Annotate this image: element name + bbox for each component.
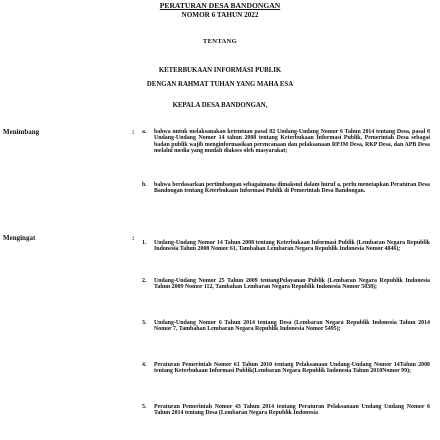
tentang-label: TENTANG	[202, 38, 238, 45]
mengingat-item-4	[142, 362, 430, 375]
regulation-number: NOMOR 6 TAHUN 2022	[181, 11, 259, 19]
item-marker: 3.	[142, 320, 147, 326]
menimbang-colon: :	[132, 128, 135, 136]
menimbang-item-b	[142, 182, 430, 195]
regulation-title: PERATURAN DESA BANDONGAN	[159, 1, 281, 10]
item-marker: 5.	[142, 404, 147, 410]
item-text: bahwa berdasarkan pertimbangan sebagaimana dimaksud dalam huruf a, perlu menetapkan Peraturan Desa Bandongan tentang Keterbukaan Informasi Publik di Pemerintah Desa Bandongan.	[154, 182, 430, 195]
menimbang-label: Menimbang	[3, 128, 40, 136]
mengingat-item-1	[142, 240, 430, 253]
mengingat-item-5	[142, 404, 430, 417]
item-text: Undang-Undang Nomor 6 Tahun 2014 tentang Desa (Lembaran Negara Republik Indonesia Tahun 2014 Nomor 7, Tambahan Lembaran Negara Republik Indonesia Nomor 5495);	[154, 320, 430, 333]
item-marker: a.	[142, 129, 147, 135]
item-marker: 4.	[142, 362, 147, 368]
grace-line: DENGAN RAHMAT TUHAN YANG MAHA ESA	[146, 81, 294, 88]
item-text: Peraturan Pemerintah Nomor 61 Tahun 2010 tentang Pelaksanaan Undang-Undang Nomor 14Tahun 2008 tentang Keterbukaan Informasi Publik(Lembaran Negara Republik Indonesia Tahun 2010Nomor 99);	[154, 362, 430, 375]
item-text: Peraturan Pemerintah Nomor 43 Tahun 2014 tentang Peraturan Pelaksanaan Undang Undang Nomor 6 Tahun 2014 tentang Desa (Lembaran Negara Republik Indonesia	[154, 404, 430, 417]
item-text: Undang-Undang Nomor 25 Tahun 2009 tentangPelayanan Publik (Lembaran Negara Republik Indonesia Tahun 2009 Nomor 112, Tambahan Lembaran Negara Republik Indonesia Nomor 5038);	[154, 278, 430, 291]
item-text: bahwa untuk melaksanakan ketentuan pasal 82 Undang-Undang Nomor 6 Tahun 2014 tentang Desa, pasal 8 Undang-Undang Nomor 14 tahun 2008 tentang Keterbukaan Informasi Publik, Pemerintah Desa sebagai badan publik wajib menginformasikan perencanaan dan pelaksanaan RPJM Desa, RKP Desa, dan APB Desa melalui media yang mudah diakses oleh masyarakat;	[154, 129, 430, 154]
item-text: Undang-Undang Nomor 14 Tahun 2008 tentang Keterbukaan Informasi Publik (Lembaran Negara Republik Indonesia Tahun 2008 Nomor 61, Tambahan Lembaran Negara Republik Indonesia Nomor 4846);	[154, 240, 430, 253]
item-marker: 1.	[142, 240, 147, 246]
item-marker: b.	[142, 182, 147, 188]
mengingat-item-2	[142, 278, 430, 291]
mengingat-label: Mengingat	[3, 234, 36, 242]
official-title: KEPALA DESA BANDONGAN,	[172, 102, 268, 109]
item-marker: 2.	[142, 278, 147, 284]
menimbang-item-a	[142, 129, 430, 154]
mengingat-item-3	[142, 320, 430, 333]
regulation-subject: KETERBUKAAN INFORMASI PUBLIK	[158, 67, 282, 74]
mengingat-colon: :	[132, 234, 135, 242]
